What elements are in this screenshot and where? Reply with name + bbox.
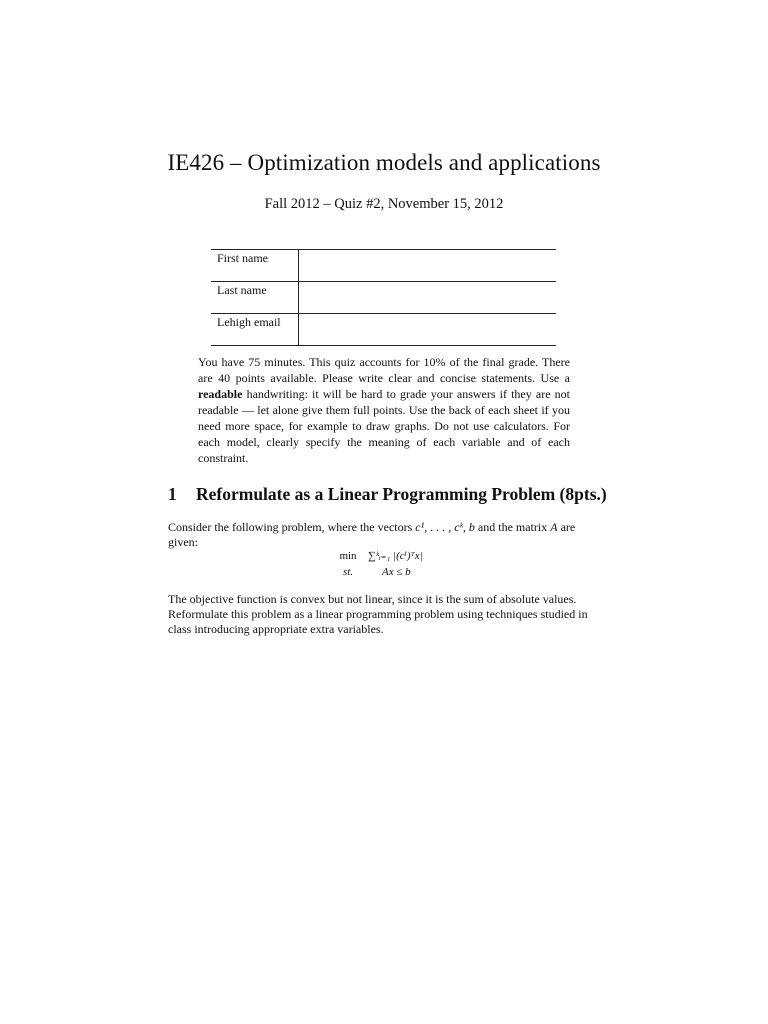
section-title: Reformulate as a Linear Programming Problem (8pts.) bbox=[196, 484, 607, 504]
student-info-table bbox=[211, 249, 556, 346]
objective-row bbox=[328, 548, 423, 564]
page-title: IE426 – Optimization models and applications bbox=[167, 150, 601, 175]
matrix-notation: A bbox=[550, 520, 558, 534]
intro-text-pre: Consider the following problem, where the vectors bbox=[168, 520, 413, 534]
instructions-text-part1: You have 75 minutes. This quiz accounts for 10% of the final grade. There are 40 points available. Please write clear and concise statements. Use a bbox=[198, 355, 570, 385]
problem-body: The objective function is convex but not linear, since it is the sum of absolute values. Reformulate this problem as a linear programming problem using techniques studied in class introducing appropriate extra variables. bbox=[168, 592, 588, 636]
objective-expression: ∑ᵏᵢ₌₁ |(cⁱ)ᵀx| bbox=[368, 550, 423, 562]
intro-text-post: are given: bbox=[168, 520, 576, 549]
min-keyword: min bbox=[339, 550, 357, 562]
table-row bbox=[211, 250, 556, 282]
constraint-row bbox=[328, 564, 423, 580]
st-keyword: st. bbox=[342, 566, 354, 578]
vectors-notation: c¹, . . . , cᵏ, b bbox=[415, 520, 475, 534]
section-number: 1 bbox=[168, 484, 177, 504]
instructions-emphasis: readable bbox=[198, 387, 243, 401]
last-name-field[interactable] bbox=[299, 282, 557, 314]
intro-text-mid: and the matrix bbox=[477, 520, 548, 534]
table-row bbox=[211, 282, 556, 314]
problem-intro bbox=[168, 520, 600, 550]
section-heading bbox=[168, 484, 607, 505]
first-name-field[interactable] bbox=[299, 250, 557, 282]
instructions-text-part2: handwriting: it will be hard to grade your answers if they are not readable — let alone give them full points. Use the back of each sheet if you need more space, for example to draw graphs. Do not use calculators. For each model, clearly specify the meaning of each variable and of each constraint. bbox=[198, 387, 570, 465]
quiz-subtitle: Fall 2012 – Quiz #2, November 15, 2012 bbox=[264, 196, 504, 212]
lehigh-email-label: Lehigh email bbox=[211, 314, 299, 346]
first-name-label: First name bbox=[211, 250, 299, 282]
constraint-expression: Ax ≤ b bbox=[382, 566, 411, 578]
lehigh-email-field[interactable] bbox=[299, 314, 557, 346]
instructions-paragraph bbox=[198, 354, 570, 466]
optimization-formula bbox=[328, 548, 423, 580]
last-name-label: Last name bbox=[211, 282, 299, 314]
table-row bbox=[211, 314, 556, 346]
